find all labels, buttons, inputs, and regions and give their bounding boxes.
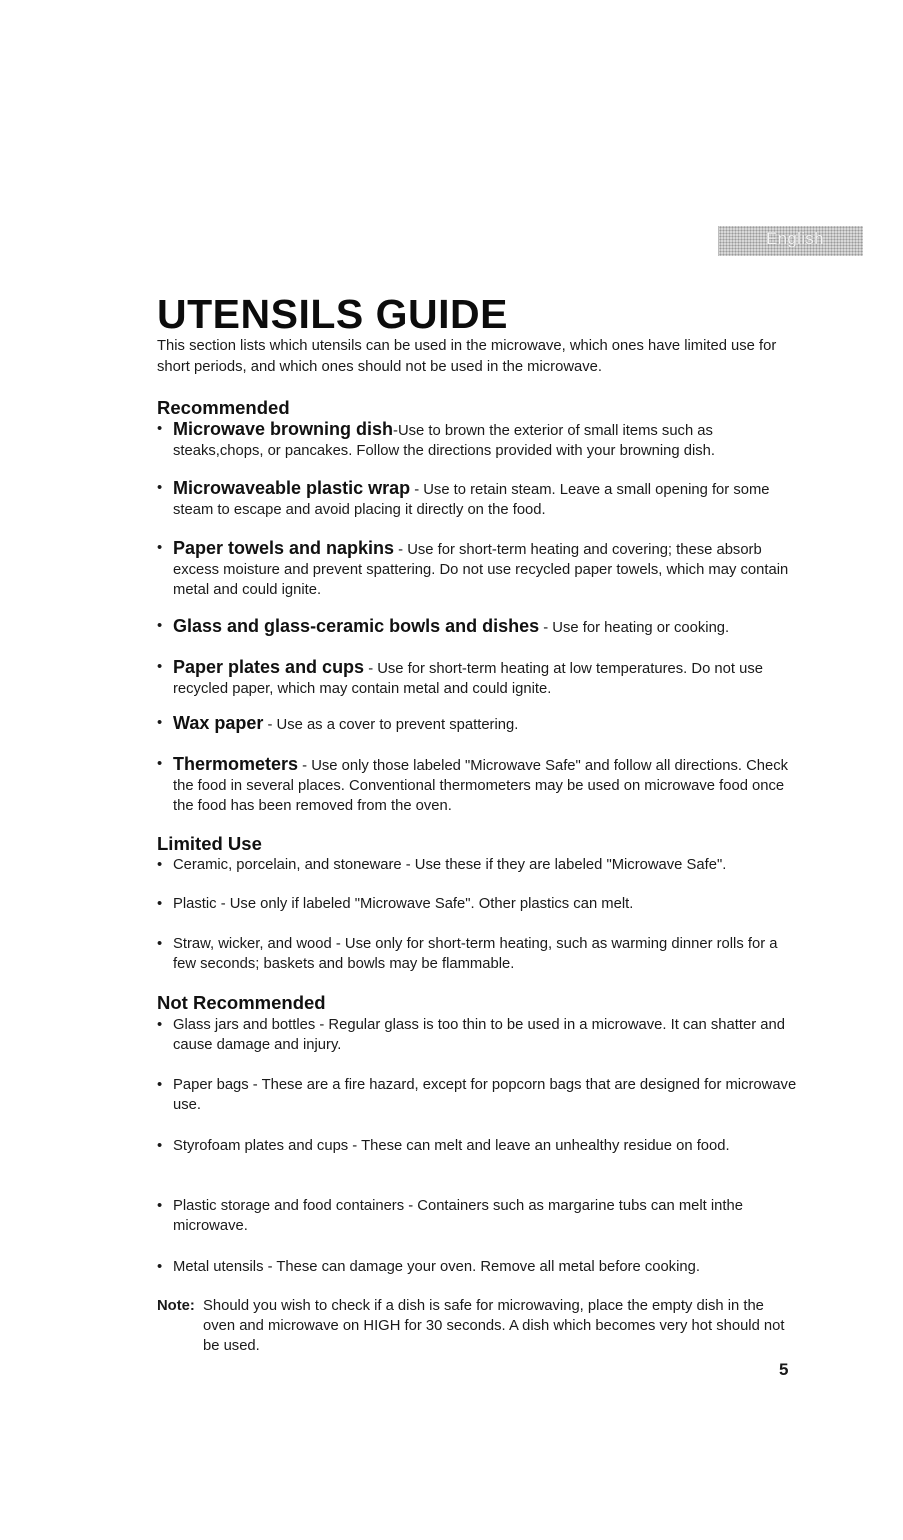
item-description: Plastic - Use only if labeled "Microwave Safe". Other plastics can melt.	[173, 896, 634, 912]
not-recommended-item	[157, 1136, 797, 1156]
item-description: - Use for short-term heating at low temperatures. Do not use recycled paper, which may contain metal and could ignite.	[173, 661, 763, 697]
limited-use-item	[157, 894, 797, 914]
bullet-icon: •	[157, 896, 163, 912]
item-description: Styrofoam plates and cups - These can melt and leave an unhealthy residue on food.	[173, 1138, 730, 1154]
recommended-item	[157, 538, 797, 600]
item-name: Microwaveable plastic wrap	[173, 478, 411, 498]
item-description: - Use for heating or cooking.	[539, 620, 730, 636]
item-name: Microwave browning dish	[173, 419, 394, 439]
item-description: Ceramic, porcelain, and stoneware - Use these if they are labeled "Microwave Safe".	[173, 857, 727, 873]
bullet-icon: •	[157, 1017, 163, 1033]
recommended-item	[157, 419, 797, 461]
bullet-icon: •	[157, 618, 163, 634]
bullet-icon: •	[157, 1259, 163, 1275]
recommended-item	[157, 478, 797, 520]
note	[157, 1296, 797, 1356]
bullet-icon: •	[157, 540, 163, 556]
item-description: - Use to retain steam. Leave a small opening for some steam to escape and avoid placing it directly on the food.	[173, 482, 770, 518]
note-text: Should you wish to check if a dish is safe for microwaving, place the empty dish in the oven and microwave on HIGH for 30 seconds. A dish which becomes very hot should not be used.	[203, 1298, 785, 1354]
bullet-icon: •	[157, 1077, 163, 1093]
item-name: Paper plates and cups	[173, 657, 365, 677]
bullet-icon: •	[157, 421, 163, 437]
item-name: Wax paper	[173, 713, 264, 733]
bullet-icon: •	[157, 659, 163, 675]
item-description: Straw, wicker, and wood - Use only for short-term heating, such as warming dinner rolls for a few seconds; baskets and bowls may be flammable.	[173, 936, 778, 972]
item-description: Paper bags - These are a fire hazard, except for popcorn bags that are designed for microwave use.	[173, 1077, 797, 1113]
not-recommended-item	[157, 1196, 797, 1236]
limited-use-item	[157, 855, 797, 875]
recommended-item	[157, 616, 797, 638]
page-number: 5	[779, 1360, 789, 1379]
bullet-icon: •	[157, 936, 163, 952]
language-tab-label: English	[766, 229, 824, 248]
item-description: - Use for short-term heating and covering; these absorb excess moisture and prevent spattering. Do not use recycled paper towels, which may contain metal and could ignite.	[173, 542, 789, 598]
page-title: UTENSILS GUIDE	[157, 291, 508, 337]
recommended-item	[157, 657, 797, 699]
not-recommended-item	[157, 1257, 797, 1277]
recommended-heading: Recommended	[157, 397, 290, 418]
item-description: -Use to brown the exterior of small items such as steaks,chops, or pancakes. Follow the directions provided with your browning dish.	[173, 423, 716, 459]
bullet-icon: •	[157, 1138, 163, 1154]
bullet-icon: •	[157, 1198, 163, 1214]
bullet-icon: •	[157, 715, 163, 731]
limited-use-item	[157, 934, 797, 974]
item-description: Glass jars and bottles - Regular glass is too thin to be used in a microwave. It can shatter and cause damage and injury.	[173, 1017, 785, 1053]
item-description: - Use only those labeled "Microwave Safe" and follow all directions. Check the food in several places. Conventional thermometers may be used on microwave food once the food has been removed from the oven.	[173, 758, 789, 814]
note-label: Note:	[157, 1298, 195, 1314]
item-description: - Use as a cover to prevent spattering.	[263, 717, 519, 733]
item-description: Metal utensils - These can damage your oven. Remove all metal before cooking.	[173, 1259, 700, 1275]
not-recommended-item	[157, 1015, 797, 1055]
item-name: Paper towels and napkins	[173, 538, 395, 558]
intro-paragraph: This section lists which utensils can be used in the microwave, which ones have limited use for short periods, and which ones should not be used in the microwave.	[157, 338, 777, 375]
bullet-icon: •	[157, 756, 163, 772]
limited-use-heading: Limited Use	[157, 833, 262, 854]
language-tab	[718, 226, 863, 256]
item-name: Thermometers	[173, 754, 299, 774]
recommended-item	[157, 713, 797, 735]
bullet-icon: •	[157, 480, 163, 496]
bullet-icon: •	[157, 857, 163, 873]
not-recommended-item	[157, 1075, 797, 1115]
item-description: Plastic storage and food containers - Containers such as margarine tubs can melt inthe microwave.	[173, 1198, 743, 1234]
not-recommended-heading: Not Recommended	[157, 992, 326, 1013]
item-name: Glass and glass-ceramic bowls and dishes	[173, 616, 540, 636]
recommended-item	[157, 754, 797, 816]
